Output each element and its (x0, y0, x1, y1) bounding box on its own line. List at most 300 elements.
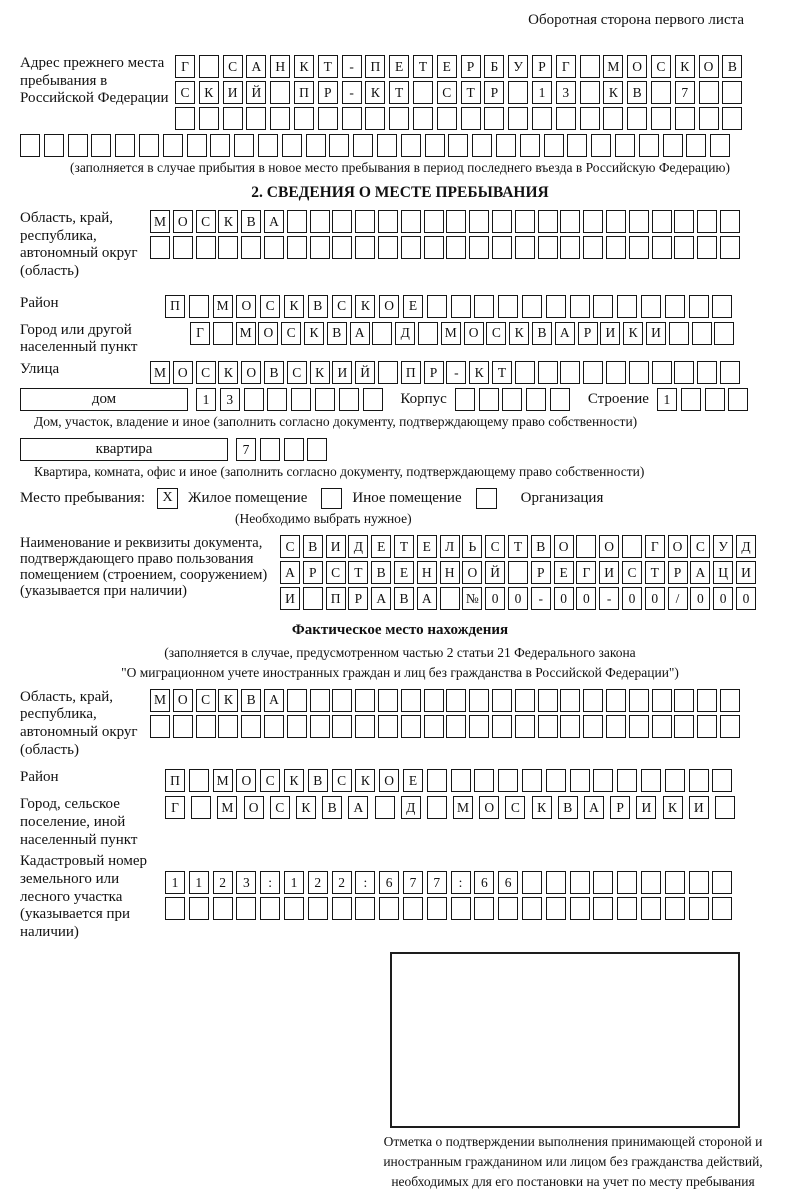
char-cell[interactable] (593, 769, 613, 792)
char-cell[interactable]: Р (532, 55, 552, 78)
char-cell[interactable] (550, 388, 570, 411)
char-cell[interactable] (165, 897, 185, 920)
char-cell[interactable] (479, 388, 499, 411)
char-cell[interactable]: О (236, 295, 256, 318)
char-cell[interactable] (606, 210, 626, 233)
char-cell[interactable] (546, 769, 566, 792)
char-cell[interactable]: И (736, 561, 756, 584)
char-cell[interactable] (722, 107, 742, 130)
char-cell[interactable] (424, 689, 444, 712)
char-cell[interactable]: 7 (675, 81, 695, 104)
char-cell[interactable]: М (441, 322, 461, 345)
char-cell[interactable] (567, 134, 587, 157)
char-cell[interactable] (498, 295, 518, 318)
char-cell[interactable]: Й (246, 81, 266, 104)
char-cell[interactable] (446, 689, 466, 712)
char-cell[interactable]: В (558, 796, 578, 819)
char-cell[interactable]: Р (610, 796, 630, 819)
char-cell[interactable] (522, 769, 542, 792)
char-cell[interactable] (674, 210, 694, 233)
char-cell[interactable]: И (636, 796, 656, 819)
char-cell[interactable]: Р (318, 81, 338, 104)
char-cell[interactable] (413, 81, 433, 104)
char-cell[interactable] (451, 295, 471, 318)
char-cell[interactable] (332, 210, 352, 233)
char-cell[interactable] (264, 236, 284, 259)
char-cell[interactable] (474, 295, 494, 318)
char-cell[interactable]: Р (668, 561, 688, 584)
char-cell[interactable] (570, 871, 590, 894)
char-cell[interactable]: К (365, 81, 385, 104)
char-cell[interactable] (652, 715, 672, 738)
char-cell[interactable]: И (689, 796, 709, 819)
char-cell[interactable]: 0 (713, 587, 733, 610)
char-cell[interactable]: - (599, 587, 619, 610)
char-cell[interactable] (218, 715, 238, 738)
char-cell[interactable]: Т (645, 561, 665, 584)
char-cell[interactable]: О (236, 769, 256, 792)
char-cell[interactable]: 3 (236, 871, 256, 894)
char-cell[interactable]: К (294, 55, 314, 78)
char-cell[interactable] (641, 897, 661, 920)
char-cell[interactable] (627, 107, 647, 130)
char-cell[interactable] (199, 55, 219, 78)
char-cell[interactable]: П (401, 361, 421, 384)
char-cell[interactable]: 7 (236, 438, 256, 461)
char-cell[interactable] (570, 897, 590, 920)
char-cell[interactable]: С (281, 322, 301, 345)
char-cell[interactable] (282, 134, 302, 157)
char-cell[interactable] (196, 236, 216, 259)
char-cell[interactable] (606, 236, 626, 259)
char-cell[interactable] (446, 210, 466, 233)
char-cell[interactable] (652, 689, 672, 712)
char-cell[interactable]: К (663, 796, 683, 819)
char-cell[interactable]: Р (578, 322, 598, 345)
char-cell[interactable]: - (342, 81, 362, 104)
char-cell[interactable] (187, 134, 207, 157)
char-cell[interactable]: Т (508, 535, 528, 558)
char-cell[interactable] (544, 134, 564, 157)
char-cell[interactable]: Е (394, 561, 414, 584)
char-cell[interactable]: С (332, 769, 352, 792)
char-cell[interactable] (244, 388, 264, 411)
char-cell[interactable] (270, 107, 290, 130)
char-cell[interactable]: М (150, 361, 170, 384)
char-cell[interactable]: 0 (508, 587, 528, 610)
char-cell[interactable]: Е (403, 769, 423, 792)
char-cell[interactable]: 7 (427, 871, 447, 894)
char-cell[interactable] (715, 796, 735, 819)
char-cell[interactable] (424, 236, 444, 259)
char-cell[interactable] (617, 871, 637, 894)
char-cell[interactable]: О (379, 769, 399, 792)
char-cell[interactable] (728, 388, 748, 411)
char-cell[interactable] (593, 871, 613, 894)
char-cell[interactable]: Н (417, 561, 437, 584)
char-cell[interactable]: А (417, 587, 437, 610)
char-cell[interactable]: М (603, 55, 623, 78)
char-cell[interactable] (498, 769, 518, 792)
char-cell[interactable] (712, 295, 732, 318)
char-cell[interactable]: В (308, 769, 328, 792)
char-cell[interactable] (674, 236, 694, 259)
char-cell[interactable] (401, 236, 421, 259)
char-cell[interactable] (508, 107, 528, 130)
char-cell[interactable] (606, 689, 626, 712)
char-cell[interactable] (189, 295, 209, 318)
char-cell[interactable]: К (218, 361, 238, 384)
char-cell[interactable] (284, 897, 304, 920)
char-cell[interactable] (722, 81, 742, 104)
char-cell[interactable] (689, 769, 709, 792)
char-cell[interactable] (241, 715, 261, 738)
char-cell[interactable]: 1 (657, 388, 677, 411)
char-cell[interactable]: В (303, 535, 323, 558)
char-cell[interactable] (472, 134, 492, 157)
char-cell[interactable] (496, 134, 516, 157)
char-cell[interactable] (91, 134, 111, 157)
char-cell[interactable] (705, 388, 725, 411)
char-cell[interactable] (720, 210, 740, 233)
char-cell[interactable] (287, 715, 307, 738)
char-cell[interactable] (681, 388, 701, 411)
char-cell[interactable] (629, 715, 649, 738)
char-cell[interactable]: Р (348, 587, 368, 610)
char-cell[interactable]: Е (403, 295, 423, 318)
char-cell[interactable] (469, 715, 489, 738)
char-cell[interactable] (284, 438, 304, 461)
char-cell[interactable]: В (394, 587, 414, 610)
char-cell[interactable] (173, 236, 193, 259)
char-cell[interactable]: Г (165, 796, 185, 819)
char-cell[interactable] (213, 897, 233, 920)
char-cell[interactable]: И (646, 322, 666, 345)
char-cell[interactable] (674, 689, 694, 712)
char-cell[interactable] (375, 796, 395, 819)
char-cell[interactable] (576, 535, 596, 558)
char-cell[interactable] (686, 134, 706, 157)
char-cell[interactable] (515, 715, 535, 738)
char-cell[interactable]: 0 (554, 587, 574, 610)
char-cell[interactable]: С (223, 55, 243, 78)
char-cell[interactable]: С (326, 561, 346, 584)
char-cell[interactable]: : (355, 871, 375, 894)
char-cell[interactable] (287, 236, 307, 259)
char-cell[interactable]: М (150, 689, 170, 712)
char-cell[interactable]: К (218, 210, 238, 233)
char-cell[interactable] (469, 236, 489, 259)
char-cell[interactable] (355, 236, 375, 259)
char-cell[interactable]: К (218, 689, 238, 712)
char-cell[interactable] (401, 210, 421, 233)
char-cell[interactable] (484, 107, 504, 130)
char-cell[interactable] (218, 236, 238, 259)
char-cell[interactable] (310, 689, 330, 712)
char-cell[interactable]: - (531, 587, 551, 610)
char-cell[interactable] (515, 689, 535, 712)
char-cell[interactable] (720, 689, 740, 712)
char-cell[interactable] (492, 210, 512, 233)
char-cell[interactable]: И (326, 535, 346, 558)
char-cell[interactable]: М (217, 796, 237, 819)
char-cell[interactable] (150, 236, 170, 259)
char-cell[interactable] (378, 689, 398, 712)
char-cell[interactable]: : (260, 871, 280, 894)
char-cell[interactable]: К (284, 295, 304, 318)
char-cell[interactable]: О (479, 796, 499, 819)
char-cell[interactable]: О (241, 361, 261, 384)
char-cell[interactable] (427, 769, 447, 792)
char-cell[interactable] (267, 388, 287, 411)
char-cell[interactable]: С (270, 796, 290, 819)
char-cell[interactable]: Т (394, 535, 414, 558)
char-cell[interactable] (556, 107, 576, 130)
char-cell[interactable] (307, 438, 327, 461)
char-cell[interactable]: Е (389, 55, 409, 78)
char-cell[interactable]: С (651, 55, 671, 78)
char-cell[interactable] (652, 236, 672, 259)
char-cell[interactable] (641, 871, 661, 894)
char-cell[interactable] (440, 587, 460, 610)
char-cell[interactable] (270, 81, 290, 104)
char-cell[interactable] (639, 134, 659, 157)
char-cell[interactable] (580, 55, 600, 78)
char-cell[interactable] (665, 871, 685, 894)
char-cell[interactable] (115, 134, 135, 157)
char-cell[interactable]: / (668, 587, 688, 610)
char-cell[interactable] (714, 322, 734, 345)
char-cell[interactable] (560, 715, 580, 738)
char-cell[interactable]: А (371, 587, 391, 610)
char-cell[interactable] (413, 107, 433, 130)
char-cell[interactable] (427, 295, 447, 318)
char-cell[interactable]: К (355, 769, 375, 792)
char-cell[interactable]: К (532, 796, 552, 819)
char-cell[interactable]: 3 (220, 388, 240, 411)
char-cell[interactable] (593, 295, 613, 318)
char-cell[interactable] (401, 715, 421, 738)
char-cell[interactable]: О (379, 295, 399, 318)
char-cell[interactable]: А (264, 210, 284, 233)
char-cell[interactable] (606, 361, 626, 384)
char-cell[interactable]: А (280, 561, 300, 584)
char-cell[interactable] (712, 897, 732, 920)
char-cell[interactable] (697, 361, 717, 384)
char-cell[interactable]: К (623, 322, 643, 345)
char-cell[interactable] (189, 897, 209, 920)
char-cell[interactable] (401, 134, 421, 157)
char-cell[interactable] (332, 897, 352, 920)
char-cell[interactable]: Т (492, 361, 512, 384)
char-cell[interactable]: С (260, 769, 280, 792)
char-cell[interactable]: Й (355, 361, 375, 384)
char-cell[interactable] (692, 322, 712, 345)
char-cell[interactable]: С (437, 81, 457, 104)
char-cell[interactable]: С (486, 322, 506, 345)
char-cell[interactable]: И (600, 322, 620, 345)
char-cell[interactable]: А (350, 322, 370, 345)
char-cell[interactable] (310, 210, 330, 233)
char-cell[interactable] (332, 236, 352, 259)
char-cell[interactable]: С (196, 689, 216, 712)
char-cell[interactable] (697, 689, 717, 712)
char-cell[interactable] (502, 388, 522, 411)
char-cell[interactable] (515, 361, 535, 384)
char-cell[interactable]: Е (417, 535, 437, 558)
char-cell[interactable] (508, 561, 528, 584)
char-cell[interactable] (451, 897, 471, 920)
char-cell[interactable]: Р (303, 561, 323, 584)
char-cell[interactable] (287, 689, 307, 712)
char-cell[interactable] (446, 236, 466, 259)
char-cell[interactable] (617, 769, 637, 792)
char-cell[interactable]: 6 (379, 871, 399, 894)
char-cell[interactable]: 1 (532, 81, 552, 104)
char-cell[interactable]: О (464, 322, 484, 345)
char-cell[interactable]: В (371, 561, 391, 584)
char-cell[interactable] (189, 769, 209, 792)
char-cell[interactable]: Р (424, 361, 444, 384)
char-cell[interactable]: Т (413, 55, 433, 78)
char-cell[interactable]: 2 (308, 871, 328, 894)
char-cell[interactable] (401, 689, 421, 712)
char-cell[interactable] (451, 769, 471, 792)
char-cell[interactable]: П (165, 295, 185, 318)
char-cell[interactable]: А (555, 322, 575, 345)
char-cell[interactable]: С (690, 535, 710, 558)
char-cell[interactable] (669, 322, 689, 345)
char-cell[interactable]: О (244, 796, 264, 819)
char-cell[interactable] (310, 715, 330, 738)
char-cell[interactable]: М (213, 295, 233, 318)
char-cell[interactable] (583, 689, 603, 712)
char-cell[interactable]: И (280, 587, 300, 610)
char-cell[interactable] (461, 107, 481, 130)
char-cell[interactable]: 6 (474, 871, 494, 894)
char-cell[interactable]: 0 (576, 587, 596, 610)
char-cell[interactable] (617, 295, 637, 318)
char-cell[interactable]: 1 (284, 871, 304, 894)
char-cell[interactable]: В (532, 322, 552, 345)
char-cell[interactable]: П (365, 55, 385, 78)
char-cell[interactable] (389, 107, 409, 130)
char-cell[interactable] (522, 295, 542, 318)
char-cell[interactable] (196, 715, 216, 738)
char-cell[interactable] (378, 715, 398, 738)
char-cell[interactable]: - (342, 55, 362, 78)
char-cell[interactable]: О (258, 322, 278, 345)
char-cell[interactable] (437, 107, 457, 130)
char-cell[interactable] (515, 210, 535, 233)
char-cell[interactable]: Л (440, 535, 460, 558)
char-cell[interactable]: К (284, 769, 304, 792)
char-cell[interactable] (287, 210, 307, 233)
char-cell[interactable]: 6 (498, 871, 518, 894)
checkbox-other-premises[interactable] (321, 488, 342, 509)
char-cell[interactable]: А (348, 796, 368, 819)
char-cell[interactable] (615, 134, 635, 157)
char-cell[interactable]: : (451, 871, 471, 894)
char-cell[interactable]: К (603, 81, 623, 104)
char-cell[interactable]: О (554, 535, 574, 558)
char-cell[interactable] (603, 107, 623, 130)
char-cell[interactable]: С (280, 535, 300, 558)
char-cell[interactable] (234, 134, 254, 157)
char-cell[interactable] (560, 361, 580, 384)
char-cell[interactable]: 2 (332, 871, 352, 894)
char-cell[interactable] (498, 897, 518, 920)
char-cell[interactable]: В (531, 535, 551, 558)
char-cell[interactable] (617, 897, 637, 920)
char-cell[interactable] (492, 689, 512, 712)
char-cell[interactable] (538, 210, 558, 233)
char-cell[interactable] (560, 210, 580, 233)
char-cell[interactable] (712, 871, 732, 894)
char-cell[interactable] (515, 236, 535, 259)
char-cell[interactable] (332, 715, 352, 738)
char-cell[interactable] (455, 388, 475, 411)
char-cell[interactable] (560, 236, 580, 259)
char-cell[interactable]: О (462, 561, 482, 584)
char-cell[interactable] (492, 715, 512, 738)
char-cell[interactable] (697, 236, 717, 259)
char-cell[interactable]: Д (348, 535, 368, 558)
char-cell[interactable]: 0 (485, 587, 505, 610)
char-cell[interactable] (629, 236, 649, 259)
char-cell[interactable] (546, 897, 566, 920)
char-cell[interactable]: О (173, 361, 193, 384)
char-cell[interactable] (379, 897, 399, 920)
char-cell[interactable] (260, 897, 280, 920)
char-cell[interactable]: 2 (213, 871, 233, 894)
char-cell[interactable] (424, 210, 444, 233)
char-cell[interactable] (508, 81, 528, 104)
char-cell[interactable]: Д (395, 322, 415, 345)
char-cell[interactable] (651, 81, 671, 104)
char-cell[interactable] (329, 134, 349, 157)
char-cell[interactable] (580, 107, 600, 130)
char-cell[interactable] (310, 236, 330, 259)
char-cell[interactable] (720, 361, 740, 384)
char-cell[interactable] (689, 897, 709, 920)
char-cell[interactable]: А (264, 689, 284, 712)
char-cell[interactable]: В (308, 295, 328, 318)
char-cell[interactable] (418, 322, 438, 345)
char-cell[interactable] (342, 107, 362, 130)
char-cell[interactable] (294, 107, 314, 130)
char-cell[interactable] (546, 295, 566, 318)
char-cell[interactable]: 0 (645, 587, 665, 610)
char-cell[interactable]: У (713, 535, 733, 558)
char-cell[interactable] (339, 388, 359, 411)
char-cell[interactable] (427, 897, 447, 920)
char-cell[interactable] (522, 897, 542, 920)
char-cell[interactable]: С (175, 81, 195, 104)
char-cell[interactable] (474, 897, 494, 920)
char-cell[interactable] (651, 107, 671, 130)
char-cell[interactable]: 3 (556, 81, 576, 104)
char-cell[interactable] (427, 796, 447, 819)
checkbox-organization[interactable] (476, 488, 497, 509)
char-cell[interactable]: О (599, 535, 619, 558)
char-cell[interactable]: К (296, 796, 316, 819)
char-cell[interactable] (403, 897, 423, 920)
char-cell[interactable] (355, 689, 375, 712)
checkbox-residential[interactable]: X (157, 488, 178, 509)
char-cell[interactable] (629, 210, 649, 233)
char-cell[interactable] (622, 535, 642, 558)
